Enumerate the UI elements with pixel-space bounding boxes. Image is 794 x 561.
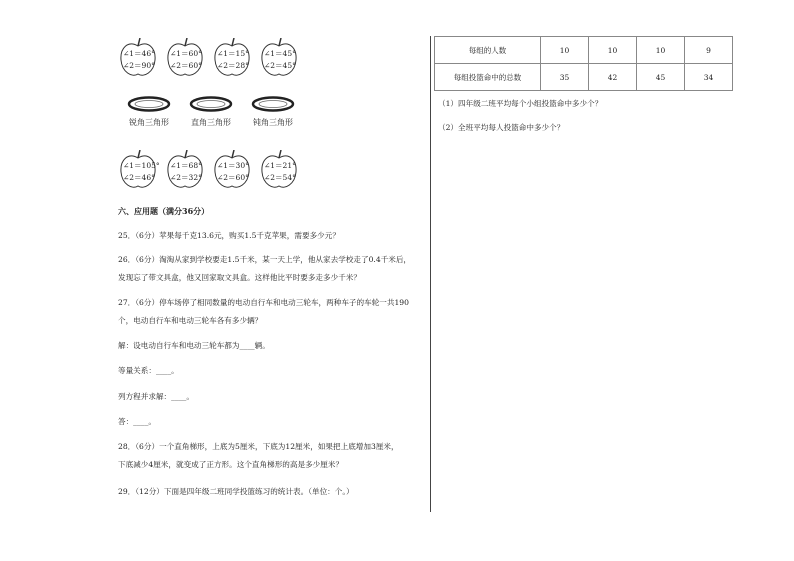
table-cell: 42: [589, 64, 637, 91]
apple-row-1: [118, 38, 299, 78]
angle-1-label: ∠1＝45°: [264, 49, 296, 58]
angle-2-label: ∠2＝60°: [170, 61, 202, 70]
angle-2-label: ∠2＝32°: [170, 173, 202, 182]
question-29: 29．（12分）下面是四年级二班同学投篮练习的统计表。（单位：个。）: [118, 487, 354, 496]
plate-icon: [127, 96, 171, 112]
question-27-step-4: 答：____。: [118, 417, 156, 426]
angle-2-label: ∠2＝46°: [123, 173, 155, 182]
plate: [118, 96, 180, 128]
table-row: [435, 64, 733, 91]
table-cell: 10: [541, 37, 589, 64]
table-cell: 9: [685, 37, 733, 64]
table-cell: 10: [589, 37, 637, 64]
plate-icon: [251, 96, 295, 112]
column-divider: [430, 36, 431, 512]
table-row: [435, 37, 733, 64]
plate-label: 锐角三角形: [129, 118, 169, 127]
question-27-step-3: 列方程并求解：____。: [118, 392, 194, 401]
apple-card: [259, 38, 299, 78]
apple-card: [212, 38, 252, 78]
sub-question-2: （2）全班平均每人投篮命中多少个？: [438, 123, 565, 132]
plate-label: 钝角三角形: [253, 118, 293, 127]
apple-card: [212, 150, 252, 190]
plate-label: 直角三角形: [191, 118, 231, 127]
plate-icon: [189, 96, 233, 112]
angle-2-label: ∠2＝28°: [217, 61, 249, 70]
sub-question-1: （1）四年级二班平均每个小组投篮命中多少个？: [438, 99, 603, 108]
row-header: 每组的人数: [435, 37, 541, 64]
angle-1-label: ∠1＝15°: [217, 49, 249, 58]
angle-1-label: ∠1＝21°: [264, 161, 296, 170]
plates-row: [118, 96, 304, 128]
angle-2-label: ∠2＝45°: [264, 61, 296, 70]
apple-card: [165, 150, 205, 190]
question-28-line-1: 28．（6分）一个直角梯形，上底为5厘米，下底为12厘米，如果把上底增加3厘米，: [118, 442, 399, 451]
plate: [180, 96, 242, 128]
angle-2-label: ∠2＝54°: [264, 173, 296, 182]
apple-card: [259, 150, 299, 190]
row-header: 每组投篮命中的总数: [435, 64, 541, 91]
question-26-line-2: 发现忘了带文具盒，他又回家取文具盒。这样他比平时要多走多少千米？: [118, 273, 361, 282]
angle-1-label: ∠1＝46°: [123, 49, 155, 58]
question-27-step-1: 解：设电动自行车和电动三轮车都为____辆。: [118, 341, 270, 350]
angle-2-label: ∠2＝60°: [217, 173, 249, 182]
question-27-step-2: 等量关系：____。: [118, 366, 179, 375]
angle-2-label: ∠2＝90°: [123, 61, 155, 70]
angle-1-label: ∠1＝30°: [217, 161, 249, 170]
question-27-line-1: 27．（6分）停车场停了相同数量的电动自行车和电动三轮车，两种车子的车轮一共190: [118, 298, 409, 307]
section-title: 六、应用题（满分36分）: [118, 206, 210, 216]
angle-1-label: ∠1＝68°: [170, 161, 202, 170]
angle-1-label: ∠1＝105°: [123, 161, 160, 170]
question-25: 25．（6分）苹果每千克13.6元，购买1.5千克苹果，需要多少元？: [118, 231, 340, 240]
apple-card: [165, 38, 205, 78]
table-cell: 34: [685, 64, 733, 91]
apple-card: [118, 38, 158, 78]
question-27-line-2: 个，电动自行车和电动三轮车各有多少辆？: [118, 316, 263, 325]
apple-row-2: [118, 150, 299, 190]
angle-1-label: ∠1＝60°: [170, 49, 202, 58]
apple-card: [118, 150, 158, 190]
question-26-line-1: 26．（6分）淘淘从家到学校要走1.5千米，某一天上学，他从家去学校走了0.4千米后，: [118, 255, 412, 264]
question-28-line-2: 下底减少4厘米，就变成了正方形。这个直角梯形的高是多少厘米？: [118, 460, 344, 469]
stats-table: [434, 36, 733, 91]
table-cell: 10: [637, 37, 685, 64]
plate: [242, 96, 304, 128]
table-cell: 45: [637, 64, 685, 91]
table-cell: 35: [541, 64, 589, 91]
